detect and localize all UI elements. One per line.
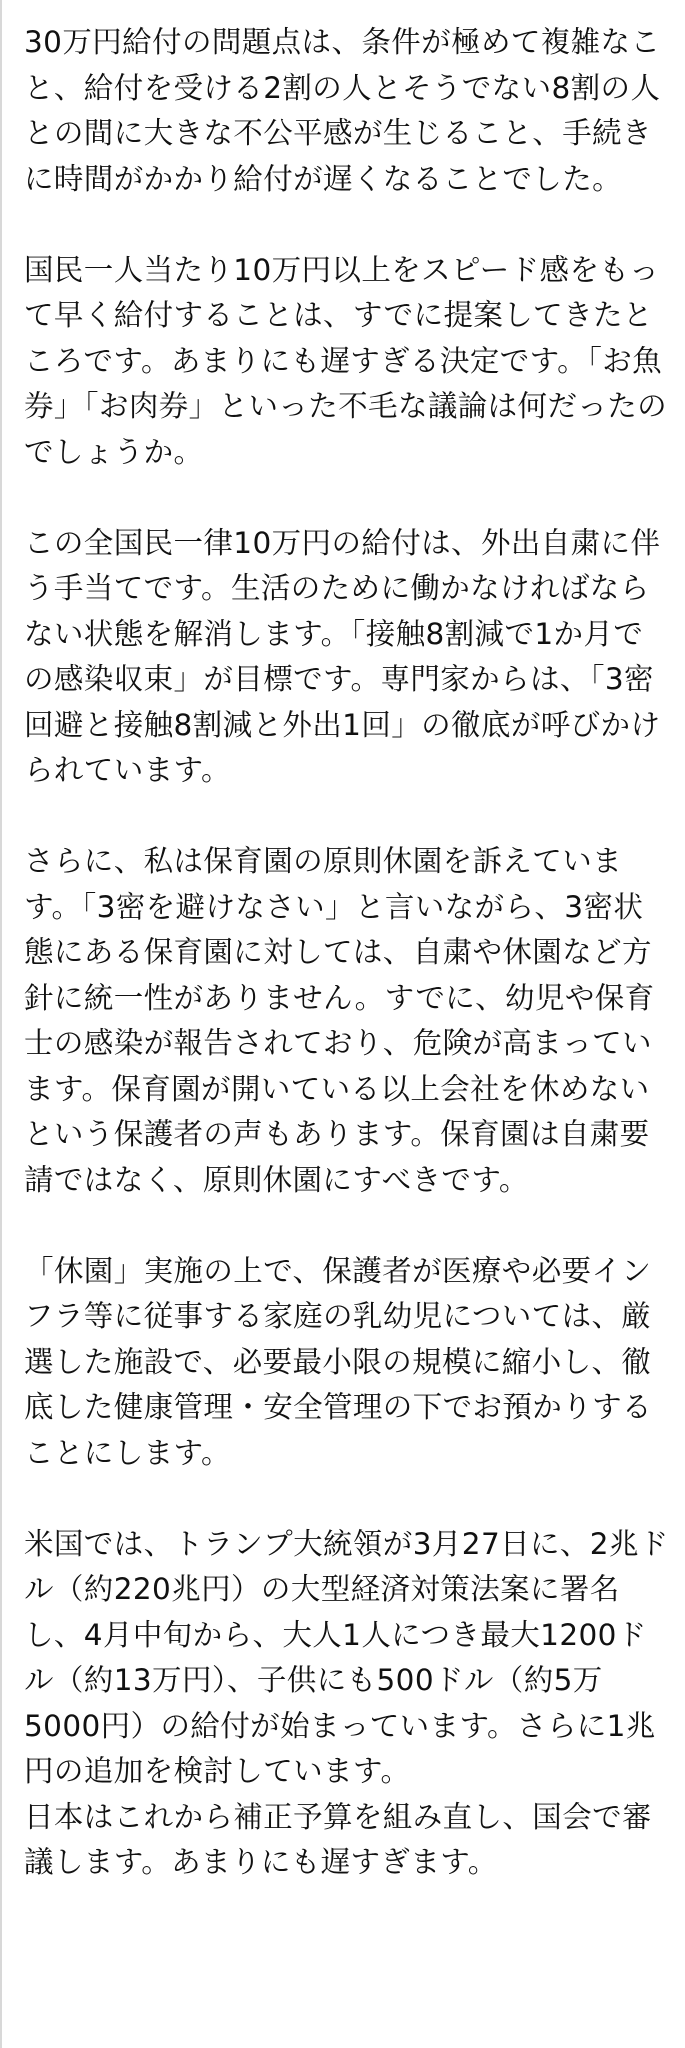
paragraph-1: 30万円給付の問題点は、条件が極めて複雑なこと、給付を受ける2割の人とそうでない8割の人との間に大きな不公平感が生じること、手続きに時間がかかり給付が遅くなることでした。 — [24, 25, 661, 196]
paragraph-4: さらに、私は保育園の原則休園を訴えています。「3密を避けなさい」と言いながら、3密状態にある保育園に対しては、自粛や休園など方針に統一性がありません。すでに、幼児や保育士の感染が報告されており、危険が高まっています。保育園が開いている以上会社を休めないという保護者の声もあります。保育園は自粛要請ではなく、原則休園にすべきです。 — [24, 844, 655, 1197]
article-body — [24, 20, 672, 1886]
paragraph-3: この全国民一律10万円の給付は、外出自粛に伴う手当てです。生活のために働かなければならない状態を解消します。「接触8割減で1か月での感染収束」が目標です。専門家からは、「3密回避と接触8割減と外出1回」の徹底が呼びかけられています。 — [24, 525, 661, 787]
paragraph-2: 国民一人当たり10万円以上をスピード感をもって早く給付することは、すでに提案してきたところです。あまりにも遅すぎる決定です。「お魚券」「お肉券」といった不毛な議論は何だったのでしょうか。 — [24, 252, 668, 469]
paragraph-5: 「休園」実施の上で、保護者が医療や必要インフラ等に従事する家庭の乳幼児については、厳選した施設で、必要最小限の規模に縮小し、徹底した健康管理・安全管理の下でお預かりすることにします。 — [24, 1253, 652, 1470]
paragraph-6: 米国では、トランプ大統領が3月27日に、2兆ドル（約220兆円）の大型経済対策法案に署名し、4月中旬から、大人1人につき最大1200ドル（約13万円）、子供にも500ドル（約5万5000円）の給付が始まっています。さらに1兆円の追加を検討しています。 日本はこれから補正予算を組み直し、国会で審議します。あまりにも遅すぎます。 — [24, 1526, 669, 1879]
